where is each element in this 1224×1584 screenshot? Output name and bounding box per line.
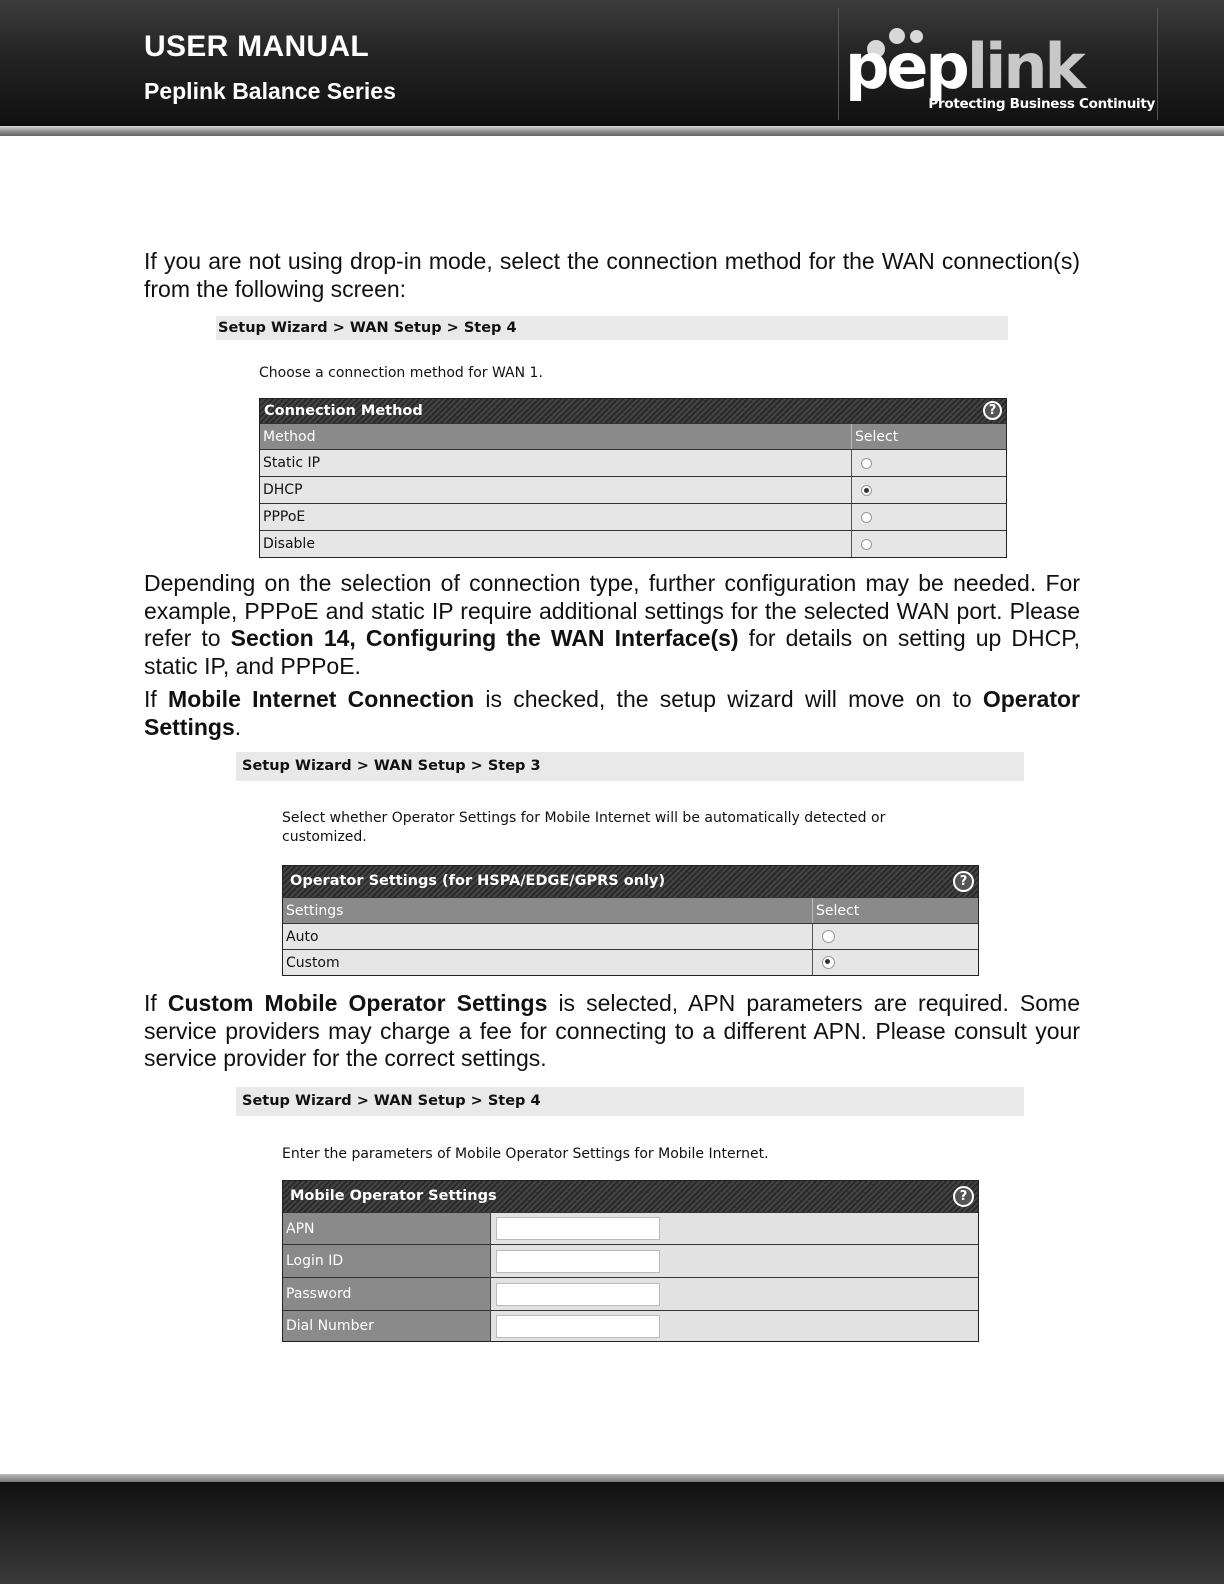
breadcrumb: Setup Wizard > WAN Setup > Step 4	[236, 1087, 1024, 1116]
radio-auto[interactable]	[822, 930, 835, 943]
table-header-row	[260, 423, 1006, 449]
setting-label: Custom	[283, 950, 813, 975]
table-row	[260, 530, 1006, 557]
connection-method-screenshot	[216, 316, 1008, 558]
help-icon[interactable]: ?	[953, 1186, 974, 1207]
column-header-select: Select	[855, 428, 899, 445]
column-header-settings: Settings	[283, 898, 813, 923]
custom-operator-paragraph: If Custom Mobile Operator Settings is selected, APN parameters are required. Some service providers may charge a fee for connecting to a different APN. Please consult your service provider for the correct settings.	[144, 990, 1080, 1072]
operator-settings-panel	[282, 865, 979, 976]
section-reference: Section 14, Configuring the WAN Interface(s)	[230, 625, 739, 652]
radio-disable[interactable]	[861, 539, 872, 550]
footer-divider	[0, 1474, 1224, 1482]
method-label: Static IP	[260, 450, 852, 476]
mobile-connection-paragraph: If Mobile Internet Connection is checked, the setup wizard will move on to Operator Settings.	[144, 686, 1080, 740]
dial-number-input[interactable]	[496, 1315, 660, 1338]
field-label: APN	[283, 1213, 491, 1244]
column-header-method: Method	[260, 424, 852, 449]
instruction-text: Choose a connection method for WAN 1.	[259, 365, 543, 381]
field-row-login-id	[283, 1244, 978, 1277]
field-row-password	[283, 1277, 978, 1310]
login-id-input[interactable]	[496, 1250, 660, 1273]
radio-dhcp[interactable]	[861, 485, 872, 496]
help-icon[interactable]: ?	[983, 401, 1002, 420]
header-divider	[0, 126, 1224, 136]
instruction-text: Select whether Operator Settings for Mobile Internet will be automatically detected or customized.	[282, 810, 886, 845]
radio-static-ip[interactable]	[861, 458, 872, 469]
column-header-select: Select	[816, 902, 860, 919]
connection-type-paragraph: Depending on the selection of connection type, further configuration may be needed. For example, PPPoE and static IP require additional settings for the selected WAN port. Please refer to Section 14, Configuring the WAN Interface(s) for details on setting up DHCP, static IP, and PPPoE.	[144, 570, 1080, 680]
instruction-text: Enter the parameters of Mobile Operator Settings for Mobile Internet.	[282, 1146, 769, 1162]
table-row	[260, 476, 1006, 503]
connection-method-panel	[259, 398, 1007, 558]
peplink-logo	[838, 8, 1158, 120]
mobile-operator-settings-screenshot	[236, 1087, 1024, 1342]
table-row	[260, 503, 1006, 530]
help-icon[interactable]: ?	[953, 871, 974, 892]
password-input[interactable]	[496, 1283, 660, 1306]
table-row	[283, 949, 978, 975]
document-title: USER MANUAL	[144, 30, 369, 63]
field-label: Dial Number	[283, 1311, 491, 1341]
panel-header	[283, 866, 978, 897]
page-header	[0, 0, 1224, 126]
panel-title: Operator Settings (for HSPA/EDGE/GPRS only)	[290, 873, 666, 889]
intro-paragraph: If you are not using drop-in mode, select the connection method for the WAN connection(s) from the following screen:	[144, 248, 1080, 302]
field-row-apn	[283, 1212, 978, 1244]
panel-header	[260, 399, 1006, 423]
method-label: PPPoE	[260, 504, 852, 530]
breadcrumb: Setup Wizard > WAN Setup > Step 3	[236, 752, 1024, 781]
logo-wordmark: peplink	[845, 30, 1083, 103]
panel-title: Connection Method	[264, 403, 423, 419]
method-label: DHCP	[260, 477, 852, 503]
method-label: Disable	[260, 531, 852, 557]
panel-title: Mobile Operator Settings	[290, 1188, 497, 1204]
operator-settings-screenshot	[236, 752, 1024, 976]
radio-custom[interactable]	[822, 956, 835, 969]
setting-label: Auto	[283, 924, 813, 949]
field-label: Password	[283, 1278, 491, 1310]
panel-header	[283, 1181, 978, 1212]
mobile-operator-panel	[282, 1180, 979, 1342]
table-row	[260, 449, 1006, 476]
apn-input[interactable]	[496, 1217, 660, 1240]
logo-tagline: Protecting Business Continuity	[928, 96, 1155, 112]
table-row	[283, 923, 978, 949]
document-subtitle: Peplink Balance Series	[144, 78, 396, 104]
breadcrumb: Setup Wizard > WAN Setup > Step 4	[216, 316, 1008, 340]
page-footer	[0, 1482, 1224, 1584]
field-row-dial-number	[283, 1310, 978, 1341]
table-header-row	[283, 897, 978, 923]
field-label: Login ID	[283, 1245, 491, 1277]
radio-pppoe[interactable]	[861, 512, 872, 523]
